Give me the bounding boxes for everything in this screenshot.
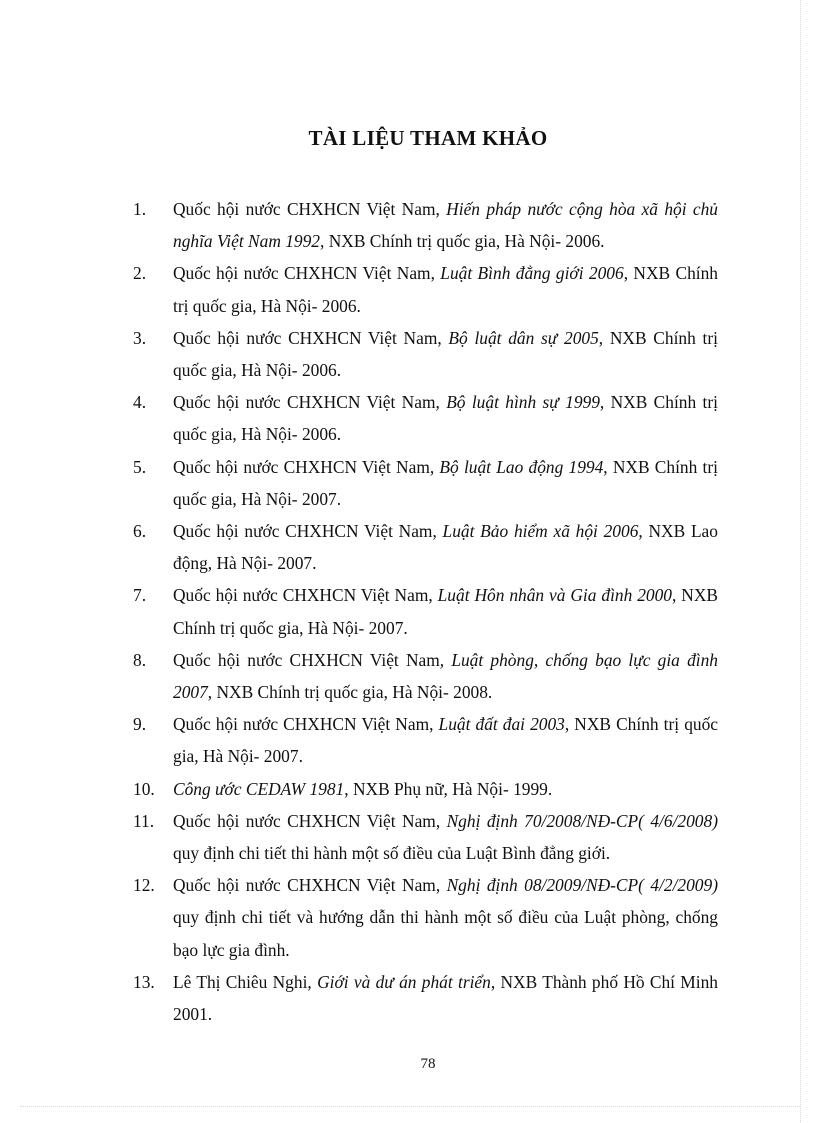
reference-number: 4. [133,392,147,413]
reference-item [133,451,718,515]
reference-segment: quy định chi tiết và hướng dẫn thi hành một số điều của Luật phòng, chống bạo lực gia đình. [173,907,718,960]
reference-number: 8. [133,649,147,670]
reference-item [133,257,718,321]
reference-segment: Quốc hội nước CHXHCN Việt Nam, [173,875,447,896]
reference-item [133,805,718,869]
reference-number: 10. [133,778,155,799]
reference-list [133,193,718,1030]
page-right-edge-rule [800,0,801,1123]
reference-text [173,779,552,799]
reference-segment: , NXB Phụ nữ, Hà Nội- 1999. [344,778,553,799]
reference-item [133,966,718,1030]
reference-text [173,972,718,1024]
reference-text [173,328,718,380]
reference-segment: Quốc hội nước CHXHCN Việt Nam, [173,263,441,284]
reference-number: 11. [133,810,155,831]
reference-title: Luật Hôn nhân và Gia đình 2000 [437,585,672,606]
reference-segment: Quốc hội nước CHXHCN Việt Nam, [173,585,438,606]
reference-title: Luật đất đai 2003 [438,714,565,735]
page-number: 78 [420,1056,436,1072]
reference-segment: , NXB Chính trị quốc gia, Hà Nội- 2006. [173,327,718,381]
reference-number: 3. [133,327,147,348]
reference-segment: Quốc hội nước CHXHCN Việt Nam, [173,521,443,542]
reference-item [133,322,718,386]
reference-number: 9. [133,714,147,735]
page-title: TÀI LIỆU THAM KHẢO [308,126,548,150]
reference-segment: , NXB Chính trị quốc gia, Hà Nội- 2008. [207,682,493,703]
reference-item [133,869,718,966]
reference-item [133,773,718,805]
reference-item [133,579,718,643]
reference-title: Bộ luật hình sự 1999 [446,392,600,413]
reference-text [173,199,718,251]
reference-item [133,515,718,579]
reference-title: Công ước CEDAW 1981 [173,778,345,799]
reference-segment: Lê Thị Chiêu Nghi, [173,971,318,992]
reference-text [173,457,718,509]
reference-segment: Quốc hội nước CHXHCN Việt Nam [173,649,440,670]
reference-segment: , NXB Chính trị quốc gia, Hà Nội- 2006. [173,392,718,445]
reference-title: Luật Bình đẳng giới 2006 [440,263,624,284]
reference-segment: Quốc hội nước CHXHCN Việt Nam, [173,456,440,477]
reference-segment: Quốc hội nước CHXHCN Việt Nam, [173,392,447,413]
reference-text [173,811,718,863]
reference-segment: Quốc hội nước CHXHCN Việt Nam, [173,199,447,219]
reference-segment: , NXB Chính trị quốc gia, Hà Nội- 2007. [173,456,718,509]
reference-segment: , NXB Chính trị quốc gia, Hà Nội- 2007. [173,585,718,638]
reference-title: , Luật phòng, chống bạo lực gia đình 2007 [173,649,718,703]
reference-segment: quy định chi tiết thi hành một số điều của Luật Bình đẳng giới. [173,843,611,864]
reference-title: Hiến pháp nước cộng hòa xã hội chủ nghĩa Việt Nam 1992 [173,199,718,252]
reference-segment: Quốc hội nước CHXHCN Việt Nam, [173,810,447,831]
reference-number: 6. [133,521,147,542]
reference-segment: , NXB Chính trị quốc gia, Hà Nội- 2006. [173,263,718,316]
reference-text [173,650,718,702]
reference-number: 12. [133,875,155,896]
reference-number: 2. [133,263,147,284]
reference-item [133,193,718,257]
reference-title: Bộ luật dân sự 2005 [448,327,599,348]
reference-number: 5. [133,456,147,477]
reference-title: Nghị định 70/2008/NĐ-CP( 4/6/2008) [446,810,718,831]
reference-text [173,714,718,766]
page-bottom-edge-rule [20,1106,800,1107]
reference-segment: , NXB Thành phố Hồ Chí Minh 2001. [173,971,718,1025]
reference-text [173,263,718,315]
reference-segment: , NXB Chính trị quốc gia, Hà Nội- 2006. [320,231,605,252]
reference-title: Bộ luật Lao động 1994 [439,456,604,477]
reference-title: Giới và dư án phát triển [317,971,491,992]
reference-text [173,875,718,959]
reference-item [133,644,718,708]
reference-item [133,708,718,772]
reference-title: Nghị định 08/2009/NĐ-CP( 4/2/2009) [446,875,718,896]
reference-title: Luật Bảo hiểm xã hội 2006 [442,521,639,542]
reference-segment: Quốc hội nước CHXHCN Việt Nam, [173,327,449,348]
reference-number: 13. [133,971,155,992]
reference-segment: , NXB Chính trị quốc gia, Hà Nội- 2007. [173,714,719,767]
reference-text [173,521,718,573]
reference-number: 7. [133,585,147,606]
reference-number: 1. [133,199,147,219]
reference-text [173,585,718,637]
reference-segment: , NXB Lao động, Hà Nội- 2007. [173,521,718,574]
reference-text [173,392,718,444]
reference-segment: Quốc hội nước CHXHCN Việt Nam, [173,714,439,735]
reference-item [133,386,718,450]
